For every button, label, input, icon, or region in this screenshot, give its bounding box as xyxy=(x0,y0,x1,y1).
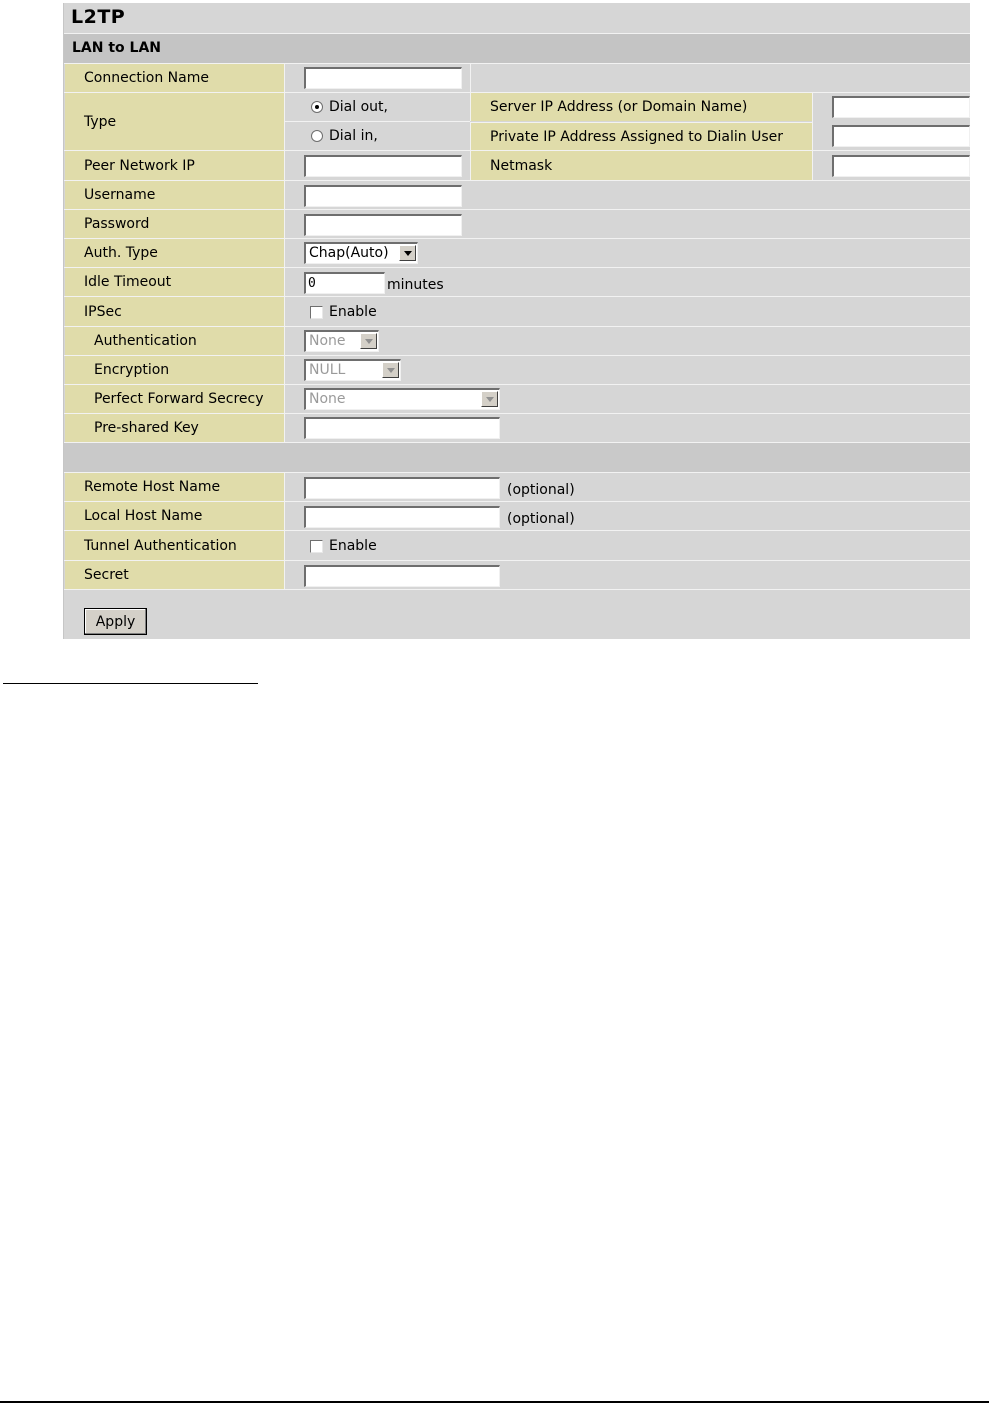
local-host-optional-note: (optional) xyxy=(507,511,575,527)
idle-timeout-row xyxy=(64,267,970,296)
secret-label-cell xyxy=(65,561,284,589)
encryption-label-cell xyxy=(65,356,284,384)
password-label-cell xyxy=(65,210,284,238)
psk-input[interactable] xyxy=(304,417,500,439)
authentication-label: Authentication xyxy=(94,333,197,349)
tunnel-auth-enable-label: Enable xyxy=(329,538,377,554)
netmask-label-cell xyxy=(470,151,812,180)
dial-in-radio[interactable] xyxy=(311,130,323,142)
encryption-label: Encryption xyxy=(94,362,170,378)
pfs-select[interactable] xyxy=(304,388,500,410)
type-label: Type xyxy=(84,113,117,130)
psk-label-cell xyxy=(65,414,284,442)
tunnel-auth-label-cell xyxy=(65,531,284,560)
server-ip-label-cell xyxy=(470,93,812,121)
local-host-label-cell xyxy=(65,502,284,530)
secret-input[interactable] xyxy=(304,565,500,587)
server-ip-label: Server IP Address (or Domain Name) xyxy=(490,99,748,115)
chevron-down-icon[interactable] xyxy=(360,333,377,349)
idle-timeout-label-cell xyxy=(65,268,284,296)
peer-network-ip-label: Peer Network IP xyxy=(84,157,195,174)
authentication-label-cell xyxy=(65,327,284,355)
netmask-input[interactable] xyxy=(832,155,970,177)
remote-host-label-cell xyxy=(65,473,284,501)
psk-label: Pre-shared Key xyxy=(94,420,199,436)
remote-host-optional-note: (optional) xyxy=(507,482,575,498)
connection-name-row xyxy=(64,63,970,92)
remote-host-row xyxy=(64,472,970,501)
page-bottom-rule xyxy=(0,1401,989,1403)
password-row xyxy=(64,209,970,238)
chevron-down-icon[interactable] xyxy=(481,391,498,407)
idle-timeout-label: Idle Timeout xyxy=(84,274,172,290)
dial-out-radio[interactable] xyxy=(311,101,323,113)
peer-network-ip-input[interactable] xyxy=(304,155,462,177)
type-label-cell xyxy=(65,93,284,150)
auth-type-label: Auth. Type xyxy=(84,245,158,261)
encryption-value: NULL xyxy=(309,362,346,378)
spacer-row xyxy=(64,442,970,472)
connection-name-input[interactable] xyxy=(304,67,462,89)
server-ip-input[interactable] xyxy=(832,96,970,118)
local-host-row xyxy=(64,501,970,530)
ipsec-label-cell xyxy=(65,297,284,326)
private-ip-label: Private IP Address Assigned to Dialin User xyxy=(490,129,784,145)
section-header xyxy=(64,34,970,63)
username-row xyxy=(64,180,970,209)
secret-row xyxy=(64,560,970,589)
remote-host-label: Remote Host Name xyxy=(84,479,221,495)
pfs-label: Perfect Forward Secrecy xyxy=(94,391,264,407)
apply-button[interactable]: Apply xyxy=(84,608,147,635)
chevron-down-icon[interactable] xyxy=(399,245,416,261)
tunnel-auth-row xyxy=(64,530,970,560)
auth-type-value: Chap(Auto) xyxy=(309,245,389,261)
password-label: Password xyxy=(84,216,150,232)
apply-row xyxy=(64,589,970,639)
page-title: L2TP xyxy=(71,6,126,28)
tunnel-auth-enable-checkbox[interactable] xyxy=(310,540,323,553)
password-input[interactable] xyxy=(304,214,462,236)
authentication-row xyxy=(64,326,970,355)
secret-label: Secret xyxy=(84,567,129,583)
footnote-rule xyxy=(3,683,258,684)
pfs-row xyxy=(64,384,970,413)
private-ip-label-cell xyxy=(470,122,812,151)
peer-network-row xyxy=(64,150,970,180)
connection-name-label: Connection Name xyxy=(84,70,209,86)
auth-type-select[interactable] xyxy=(304,242,418,264)
tunnel-auth-label: Tunnel Authentication xyxy=(84,537,237,554)
encryption-select[interactable] xyxy=(304,359,401,381)
authentication-value: None xyxy=(309,333,346,349)
remote-host-input[interactable] xyxy=(304,477,500,499)
chevron-down-icon[interactable] xyxy=(382,362,399,378)
idle-timeout-input[interactable] xyxy=(304,272,385,294)
l2tp-panel xyxy=(63,3,970,639)
local-host-input[interactable] xyxy=(304,506,500,528)
title-bar xyxy=(64,3,970,34)
encryption-row xyxy=(64,355,970,384)
pfs-value: None xyxy=(309,391,346,407)
pfs-label-cell xyxy=(65,385,284,413)
auth-type-row xyxy=(64,238,970,267)
type-row xyxy=(64,92,970,150)
private-ip-input[interactable] xyxy=(832,125,970,147)
username-label: Username xyxy=(84,187,156,203)
dial-in-label: Dial in, xyxy=(329,128,378,144)
dial-out-label: Dial out, xyxy=(329,99,388,115)
connection-name-label-cell xyxy=(65,64,284,92)
authentication-select[interactable] xyxy=(304,330,379,352)
peer-network-label-cell xyxy=(65,151,284,180)
local-host-label: Local Host Name xyxy=(84,508,203,524)
ipsec-label: IPSec xyxy=(84,303,122,320)
username-label-cell xyxy=(65,181,284,209)
ipsec-row xyxy=(64,296,970,326)
section-title: LAN to LAN xyxy=(72,40,162,56)
ipsec-enable-label: Enable xyxy=(329,304,377,320)
username-input[interactable] xyxy=(304,185,462,207)
auth-type-label-cell xyxy=(65,239,284,267)
idle-timeout-unit: minutes xyxy=(387,277,444,293)
psk-row xyxy=(64,413,970,442)
netmask-label: Netmask xyxy=(490,157,553,174)
ipsec-enable-checkbox[interactable] xyxy=(310,306,323,319)
